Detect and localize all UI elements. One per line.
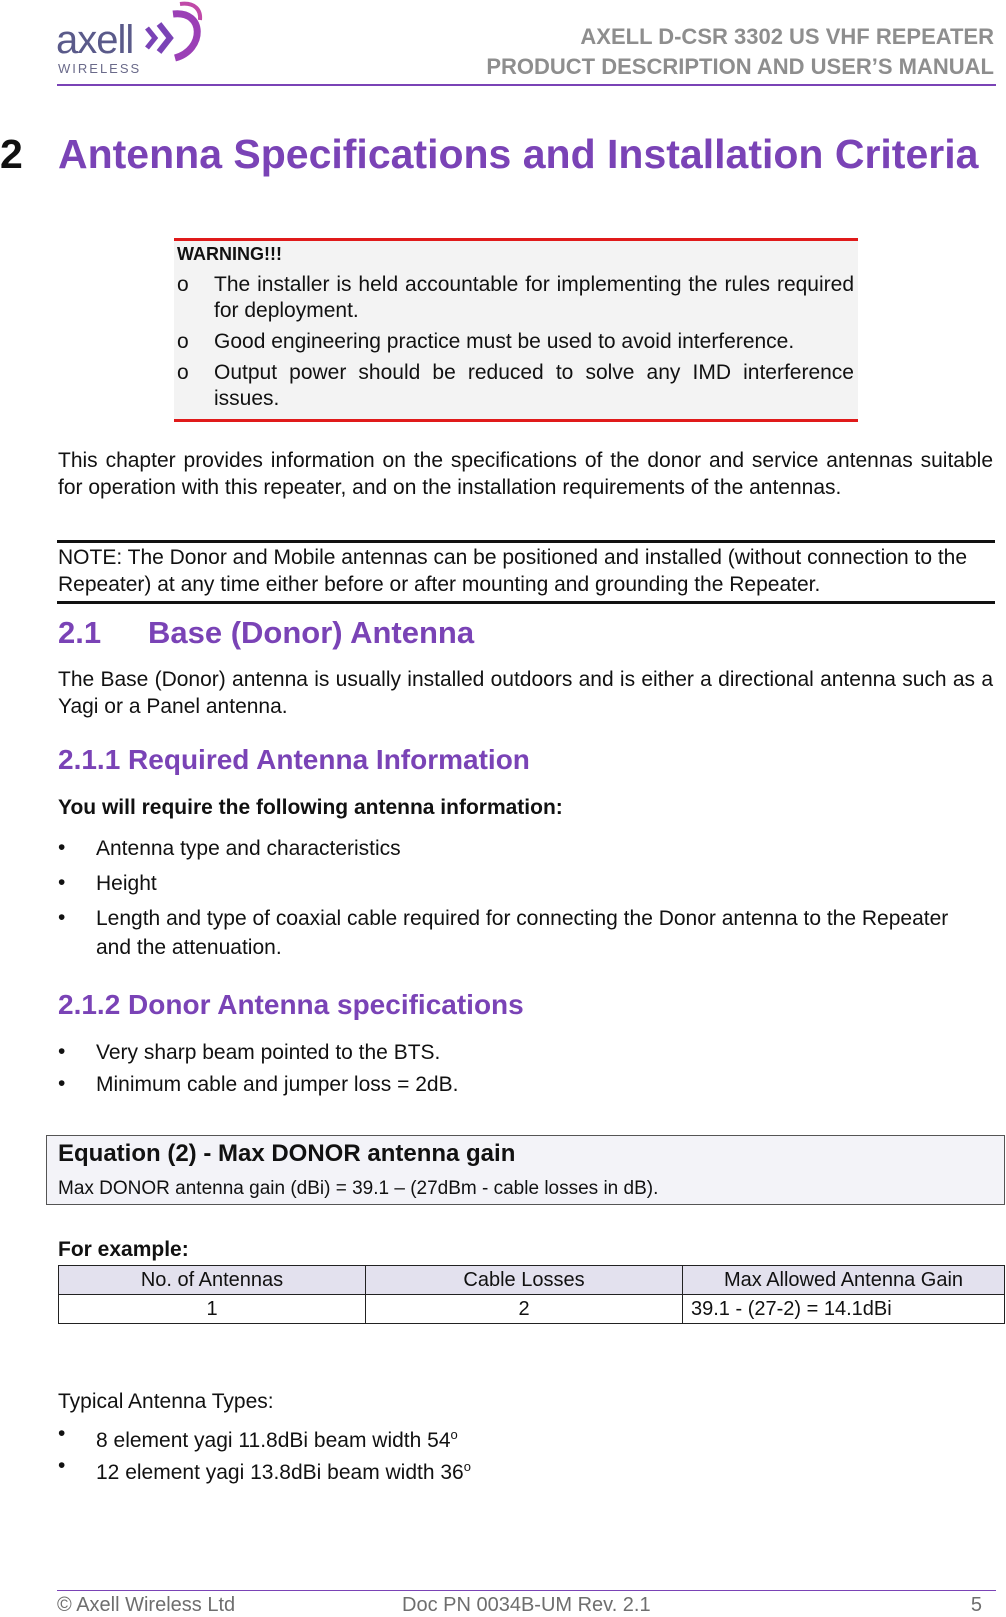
chapter-heading <box>0 130 980 178</box>
bullet-icon: • <box>58 836 66 859</box>
warning-bullet: o <box>177 361 189 384</box>
chapter-title: Antenna Specifications and Installation Criteria <box>58 131 979 177</box>
logo-subtext: WIRELESS <box>58 61 142 76</box>
bullet-icon: • <box>58 1422 66 1445</box>
list-item <box>96 1452 976 1487</box>
footer-doc-number: Doc PN 0034B-UM Rev. 2.1 <box>402 1594 651 1616</box>
bullet-icon: • <box>58 1040 66 1063</box>
table-cell: 39.1 - (27-2) = 14.1dBi <box>683 1295 1005 1324</box>
table-cell: 1 <box>59 1295 366 1324</box>
example-label: For example: <box>58 1238 189 1261</box>
section-2-1-heading <box>58 615 474 651</box>
column-header: Max Allowed Antenna Gain <box>683 1266 1005 1295</box>
degree-symbol: o <box>463 1459 471 1474</box>
header-divider <box>57 84 996 86</box>
header-product-title: AXELL D-CSR 3302 US VHF REPEATER <box>580 24 994 49</box>
degree-symbol: o <box>450 1427 458 1442</box>
section-title: Base (Donor) Antenna <box>148 615 475 650</box>
column-header: No. of Antennas <box>59 1266 366 1295</box>
header-manual-title: PRODUCT DESCRIPTION AND USER’S MANUAL <box>486 54 994 79</box>
warning-item: Good engineering practice must be used to avoid interference. <box>214 330 795 353</box>
typical-types-label: Typical Antenna Types: <box>58 1390 274 1413</box>
section-number: 2.1 <box>58 615 102 650</box>
list-item: Very sharp beam pointed to the BTS. <box>96 1041 441 1064</box>
bullet-icon: • <box>58 906 66 929</box>
warning-bullet: o <box>177 273 189 296</box>
table-header-row <box>59 1266 1005 1295</box>
logo-text: axell <box>56 18 134 62</box>
warning-title: WARNING!!! <box>177 244 282 264</box>
table-row <box>59 1295 1005 1324</box>
footer-copyright: © Axell Wireless Ltd <box>57 1594 236 1616</box>
section-2-1-text: The Base (Donor) antenna is usually installed outdoors and is either a directional antenna such as a Yagi or a Panel antenna. <box>58 668 993 718</box>
footer-divider <box>57 1590 996 1591</box>
equation-title: Equation (2) - Max DONOR antenna gain <box>58 1140 516 1167</box>
warning-bullet: o <box>177 330 189 353</box>
column-header: Cable Losses <box>366 1266 683 1295</box>
list-item: Antenna type and characteristics <box>96 837 401 860</box>
note-text: NOTE: The Donor and Mobile antennas can be positioned and installed (without connection to the Repeater) at any time either before or after mounting and grounding the Repeater. <box>58 546 968 596</box>
footer-page-number: 5 <box>970 1594 982 1616</box>
list-item: Height <box>96 872 157 895</box>
bullet-icon: • <box>58 871 66 894</box>
list-item: Minimum cable and jumper loss = 2dB. <box>96 1073 459 1096</box>
chapter-number: 2 <box>0 131 23 177</box>
example-table <box>58 1265 1005 1324</box>
antenna-type: 12 element yagi 13.8dBi beam width 36 <box>96 1461 464 1484</box>
equation-text: Max DONOR antenna gain (dBi) = 39.1 – (27dBm - cable losses in dB). <box>58 1178 659 1199</box>
section-2-1-1-heading: 2.1.1 Required Antenna Information <box>58 744 530 775</box>
section-2-1-2-heading: 2.1.2 Donor Antenna specifications <box>58 989 524 1020</box>
warning-item: The installer is held accountable for implementing the rules required for deployment. <box>214 273 854 322</box>
intro-paragraph: This chapter provides information on the specifications of the donor and service antennas suitable for operation with this repeater, and on the installation requirements of the antennas. <box>58 449 993 499</box>
required-info-lead: You will require the following antenna information: <box>58 796 563 819</box>
warning-item: Output power should be reduced to solve any IMD interference issues. <box>214 361 854 410</box>
table-cell: 2 <box>366 1295 683 1324</box>
list-item <box>96 1420 976 1455</box>
list-item: Length and type of coaxial cable required for connecting the Donor antenna to the Repeater and the attenuation. <box>96 907 949 959</box>
bullet-icon: • <box>58 1072 66 1095</box>
bullet-icon: • <box>58 1454 66 1477</box>
antenna-type: 8 element yagi 11.8dBi beam width 54 <box>96 1429 451 1452</box>
